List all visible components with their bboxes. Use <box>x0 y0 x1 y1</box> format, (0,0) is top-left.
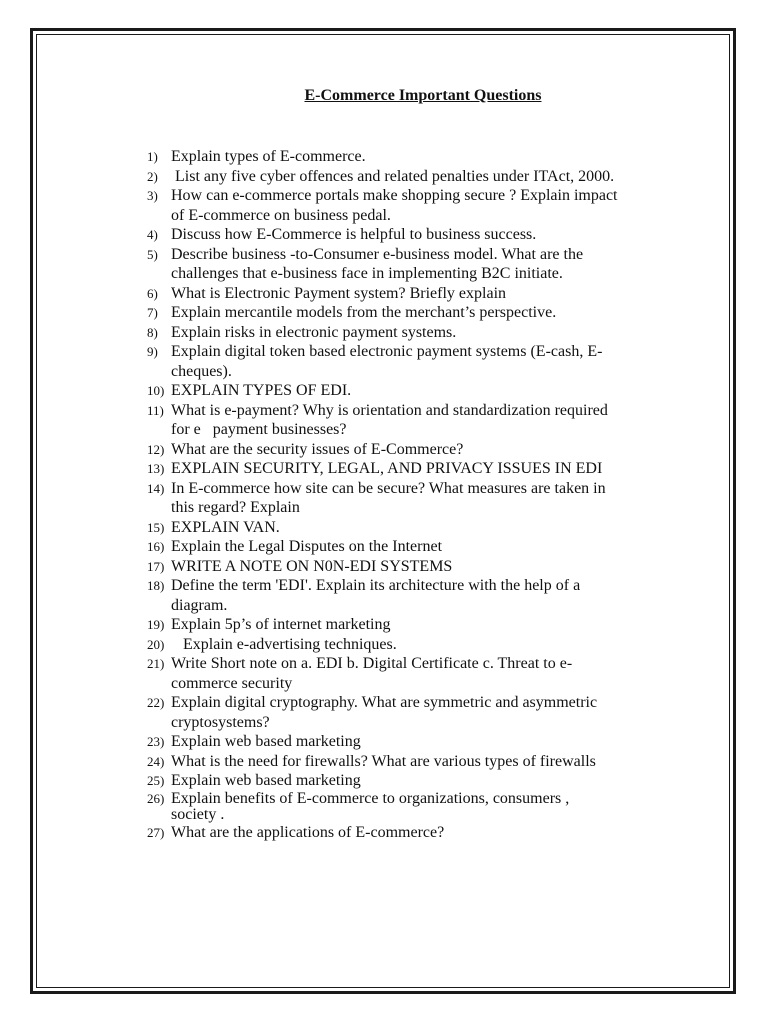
question-text: What is e-payment? Why is orientation and standardization required for e payment businesses? <box>171 401 608 438</box>
question-text: What is Electronic Payment system? Briefly explain <box>171 284 507 302</box>
question-number: 21) <box>147 656 165 671</box>
question-item <box>147 147 687 167</box>
question-item <box>147 342 687 381</box>
question-item <box>147 654 687 693</box>
question-item <box>147 615 687 635</box>
question-number: 19) <box>147 617 165 632</box>
question-item <box>147 479 687 518</box>
question-number: 16) <box>147 539 165 554</box>
question-text: Explain risks in electronic payment systems. <box>171 323 457 341</box>
question-item <box>147 225 687 245</box>
question-text: Discuss how E-Commerce is helpful to business success. <box>171 226 537 243</box>
question-text: Explain the Legal Disputes on the Internet <box>171 538 443 555</box>
question-text: Explain web based marketing <box>171 772 361 789</box>
question-number: 22) <box>147 695 165 710</box>
question-text: What are the security issues of E-Commerce? <box>171 440 464 458</box>
question-number: 15) <box>147 519 165 535</box>
question-number: 18) <box>147 578 165 593</box>
question-item <box>147 791 687 823</box>
question-text: Explain 5p’s of internet marketing <box>171 616 391 633</box>
question-item <box>147 752 687 772</box>
question-item <box>147 576 687 615</box>
question-number: 26) <box>147 790 165 806</box>
question-text: In E-commerce how site can be secure? What measures are taken in this regard? Explain <box>171 479 606 516</box>
question-number: 1) <box>147 149 158 164</box>
question-text: EXPLAIN SECURITY, LEGAL, AND PRIVACY ISSUES IN EDI <box>171 460 603 477</box>
question-item <box>147 518 687 538</box>
question-number: 27) <box>147 824 165 840</box>
question-text: Define the term 'EDI'. Explain its architecture with the help of a diagram. <box>171 577 581 614</box>
question-number: 11) <box>147 402 164 418</box>
question-number: 25) <box>147 773 165 788</box>
question-item <box>147 557 687 577</box>
question-number: 14) <box>147 480 165 496</box>
question-text: Explain benefits of E-commerce to organizations, consumers , society . <box>171 789 570 823</box>
question-item <box>147 635 687 655</box>
question-text: What are the applications of E-commerce? <box>171 823 445 841</box>
question-number: 10) <box>147 383 165 398</box>
question-number: 7) <box>147 305 158 320</box>
question-text: Explain web based marketing <box>171 733 361 750</box>
question-list <box>147 147 687 842</box>
question-number: 6) <box>147 285 158 301</box>
question-number: 5) <box>147 246 158 262</box>
question-number: 23) <box>147 734 165 749</box>
question-item <box>147 771 687 791</box>
question-text: Explain mercantile models from the merchant’s perspective. <box>171 304 557 321</box>
question-number: 24) <box>147 753 165 769</box>
question-number: 2) <box>147 168 158 184</box>
question-text: What is the need for firewalls? What are various types of firewalls <box>171 752 596 770</box>
question-item <box>147 693 687 732</box>
question-text: EXPLAIN VAN. <box>171 518 280 536</box>
question-text: Write Short note on a. EDI b. Digital Certificate c. Threat to e- commerce security <box>171 655 573 692</box>
question-item <box>147 401 687 440</box>
question-item <box>147 823 687 843</box>
question-item <box>147 186 687 225</box>
question-text: Explain digital token based electronic payment systems (E-cash, E- cheques). <box>171 343 603 380</box>
question-number: 20) <box>147 636 165 652</box>
question-number: 17) <box>147 558 165 574</box>
question-text: Explain e-advertising techniques. <box>171 635 397 653</box>
question-number: 3) <box>147 188 158 203</box>
question-number: 8) <box>147 324 158 340</box>
question-item <box>147 732 687 752</box>
question-item <box>147 167 687 187</box>
question-text: WRITE A NOTE ON N0N-EDI SYSTEMS <box>171 557 453 575</box>
question-number: 9) <box>147 344 158 359</box>
question-item <box>147 245 687 284</box>
question-item <box>147 381 687 401</box>
question-text: List any five cyber offences and related penalties under ITAct, 2000. <box>171 167 615 185</box>
question-item <box>147 459 687 479</box>
question-number: 4) <box>147 227 158 242</box>
question-item <box>147 284 687 304</box>
question-number: 13) <box>147 461 165 476</box>
question-text: EXPLAIN TYPES OF EDI. <box>171 382 352 399</box>
question-item <box>147 440 687 460</box>
question-text: Describe business -to-Consumer e-business model. What are the challenges that e-business face in implementing B2C initiate. <box>171 245 584 282</box>
question-number: 12) <box>147 441 165 457</box>
question-item <box>147 303 687 323</box>
question-item <box>147 537 687 557</box>
question-text: How can e-commerce portals make shopping secure ? Explain impact of E-commerce on business pedal. <box>171 187 618 224</box>
document-title: E-Commerce Important Questions <box>304 87 542 104</box>
question-text: Explain types of E-commerce. <box>171 148 366 165</box>
question-item <box>147 323 687 343</box>
question-text: Explain digital cryptography. What are symmetric and asymmetric cryptosystems? <box>171 694 598 731</box>
